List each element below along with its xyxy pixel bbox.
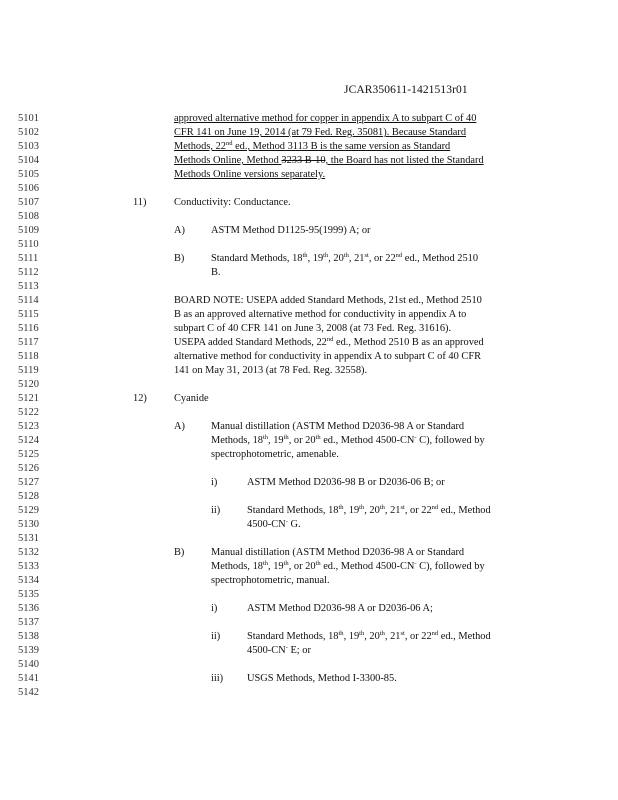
board-note-line: subpart C of 40 CFR 141 on June 3, 2008 (at 73 Fed. Reg. 31616).	[174, 323, 452, 334]
superscript: nd	[225, 140, 233, 147]
line-number: 5126	[18, 463, 39, 474]
line-number: 5129	[18, 505, 39, 516]
underlined-text: Because Standard	[389, 127, 467, 138]
line-number: 5140	[18, 659, 39, 670]
line-number: 5113	[18, 281, 39, 292]
superscript: th	[379, 630, 385, 637]
board-note-line: alternative method for conductivity in appendix A to subpart C of 40 CFR	[174, 351, 482, 362]
superscript: st	[400, 630, 405, 637]
text-run: 4500-CN	[247, 645, 286, 656]
line-number: 5120	[18, 379, 39, 390]
line-number: 5127	[18, 477, 39, 488]
text-run: Methods, 18	[211, 435, 263, 446]
line-number: 5117	[18, 337, 39, 348]
note-line: Methods Online versions separately.	[174, 169, 326, 180]
superscript: nd	[431, 504, 439, 511]
text-run: ed., Method 2510 B as an approved	[333, 337, 484, 348]
superscript: th	[323, 252, 329, 259]
text-run: , 21	[384, 505, 401, 516]
roman-label: iii)	[211, 673, 224, 684]
text-run: Standard Methods, 18	[211, 253, 303, 264]
line-number: 5131	[18, 533, 39, 544]
line-number: 5108	[18, 211, 39, 222]
subitem-text	[211, 435, 485, 446]
text-run: 4500-CN	[247, 519, 286, 530]
board-note-line: BOARD NOTE: USEPA added Standard Methods, 21st ed., Method 2510	[174, 295, 482, 306]
roman-label: ii)	[211, 505, 221, 516]
method-text	[247, 519, 301, 530]
item-number: 11)	[133, 197, 147, 208]
roman-label: i)	[211, 477, 218, 488]
line-number: 5137	[18, 617, 39, 628]
line-number: 5138	[18, 631, 39, 642]
note-line: approved alternative method for copper in appendix A to subpart C of 40	[174, 113, 477, 124]
line-number: 5134	[18, 575, 39, 586]
note-line	[174, 127, 466, 138]
text-run: Methods, 18	[211, 561, 263, 572]
text-run: ed., Method 4500-CN	[320, 561, 415, 572]
subitem-text: spectrophotometric, manual.	[211, 575, 330, 586]
line-number: 5104	[18, 155, 39, 166]
text-run: G.	[287, 519, 301, 530]
subitem-text: Manual distillation (ASTM Method D2036-98 A or Standard	[211, 547, 465, 558]
board-note-line	[174, 337, 484, 348]
superscript: th	[315, 560, 321, 567]
superscript: nd	[431, 630, 439, 637]
line-number: 5136	[18, 603, 39, 614]
subitem-label: A)	[174, 225, 185, 236]
text-run: C), followed by	[416, 435, 485, 446]
superscript: th	[338, 630, 344, 637]
line-number: 5132	[18, 547, 39, 558]
text-run: , or 20	[288, 435, 316, 446]
line-number: 5103	[18, 141, 39, 152]
line-number: 5116	[18, 323, 39, 334]
text-run: , 19	[343, 505, 360, 516]
line-number: 5114	[18, 295, 39, 306]
superscript: th	[283, 560, 289, 567]
method-text: ASTM Method D2036-98 B or D2036-06 B; or	[247, 477, 445, 488]
line-number: 5125	[18, 449, 39, 460]
line-number: 5142	[18, 687, 39, 698]
superscript: th	[343, 252, 349, 259]
superscript: nd	[395, 252, 403, 259]
line-number: 5133	[18, 561, 39, 572]
superscript: -	[285, 644, 288, 651]
line-number: 5101	[18, 113, 39, 124]
superscript: th	[379, 504, 385, 511]
line-number: 5139	[18, 645, 39, 656]
item-title: Cyanide	[174, 393, 209, 404]
item-title: Conductivity: Conductance.	[174, 197, 291, 208]
text-run: , 20	[328, 253, 344, 264]
subitem-text: B.	[211, 267, 221, 278]
text-run: , 19	[268, 435, 284, 446]
superscript: th	[338, 504, 344, 511]
text-run: ed., Method 2510	[402, 253, 479, 264]
line-number: 5109	[18, 225, 39, 236]
line-number: 5118	[18, 351, 39, 362]
line-number: 5112	[18, 267, 39, 278]
subitem-text: ASTM Method D1125-95(1999) A; or	[211, 225, 371, 236]
subitem-label: B)	[174, 253, 185, 264]
line-number: 5128	[18, 491, 39, 502]
subitem-text	[211, 253, 478, 264]
text-run: ed., Method 4500-CN	[320, 435, 415, 446]
board-note-line: 141 on May 31, 2013 (at 78 Fed. Reg. 32558).	[174, 365, 368, 376]
text-run: , 19	[268, 561, 284, 572]
line-number: 5122	[18, 407, 39, 418]
line-number: 5135	[18, 589, 39, 600]
line-number: 5141	[18, 673, 39, 684]
superscript: th	[262, 560, 269, 567]
line-number: 5105	[18, 169, 39, 180]
text-run: ed., Method	[438, 631, 491, 642]
note-line	[174, 141, 450, 152]
method-text	[247, 645, 311, 656]
method-text: USGS Methods, Method I-3300-85.	[247, 673, 397, 684]
underlined-text: , the Board has not listed the Standard	[325, 155, 484, 166]
line-number: 5106	[18, 183, 39, 194]
superscript: -	[285, 518, 288, 525]
subitem-text: Manual distillation (ASTM Method D2036-98 A or Standard	[211, 421, 465, 432]
text-run: Standard Methods, 18	[247, 631, 339, 642]
text-run: ed., Method	[438, 505, 491, 516]
subitem-label: A)	[174, 421, 185, 432]
superscript: th	[302, 252, 308, 259]
text-run: Standard Methods, 18	[247, 505, 339, 516]
line-number: 5121	[18, 393, 39, 404]
line-number: 5115	[18, 309, 39, 320]
superscript: st	[364, 252, 369, 259]
superscript: th	[262, 434, 269, 441]
text-run: , 21	[348, 253, 365, 264]
text-run: , or 22	[404, 505, 432, 516]
note-line	[174, 155, 484, 166]
line-number: 5102	[18, 127, 39, 138]
underlined-text: CFR 141 on June 19, 2014 (at 79 Fed. Reg. 35081).	[174, 127, 390, 138]
roman-label: i)	[211, 603, 218, 614]
line-number: 5130	[18, 519, 39, 530]
superscript: th	[315, 434, 321, 441]
text-run: , 19	[307, 253, 324, 264]
line-number: 5119	[18, 365, 39, 376]
superscript: th	[359, 504, 365, 511]
text-run: Methods, 22	[174, 141, 226, 152]
superscript: -	[414, 560, 417, 567]
underlined-text: Methods Online, Method	[174, 155, 282, 166]
superscript: nd	[326, 336, 334, 343]
text-run: , 21	[384, 631, 401, 642]
superscript: th	[359, 630, 365, 637]
item-number: 12)	[133, 393, 147, 404]
text-run: ed., Method 3113 B is the same version as Standard	[232, 141, 451, 152]
subitem-label: B)	[174, 547, 185, 558]
text-run: C), followed by	[416, 561, 485, 572]
struck-text: 3233 B-10	[281, 155, 326, 166]
text-run: , 20	[364, 631, 380, 642]
text-run: E; or	[287, 645, 311, 656]
text-run: USEPA added Standard Methods, 22	[174, 337, 327, 348]
line-number: 5124	[18, 435, 39, 446]
text-run: , or 22	[368, 253, 396, 264]
board-note-line: B as an approved alternative method for conductivity in appendix A to	[174, 309, 467, 320]
method-text: ASTM Method D2036-98 A or D2036-06 A;	[247, 603, 433, 614]
text-run: , or 20	[288, 561, 316, 572]
superscript: -	[414, 434, 417, 441]
method-text	[247, 505, 491, 516]
roman-label: ii)	[211, 631, 221, 642]
line-number: 5123	[18, 421, 39, 432]
subitem-text: spectrophotometric, amenable.	[211, 449, 339, 460]
subitem-text	[211, 561, 485, 572]
line-number: 5111	[18, 253, 39, 264]
superscript: th	[283, 434, 289, 441]
text-run: , 20	[364, 505, 380, 516]
text-run: , or 22	[404, 631, 432, 642]
line-number: 5110	[18, 239, 39, 250]
text-run: , 19	[343, 631, 360, 642]
document-id-header: JCAR350611-1421513r01	[344, 84, 468, 96]
line-number: 5107	[18, 197, 39, 208]
superscript: st	[400, 504, 405, 511]
method-text	[247, 631, 491, 642]
